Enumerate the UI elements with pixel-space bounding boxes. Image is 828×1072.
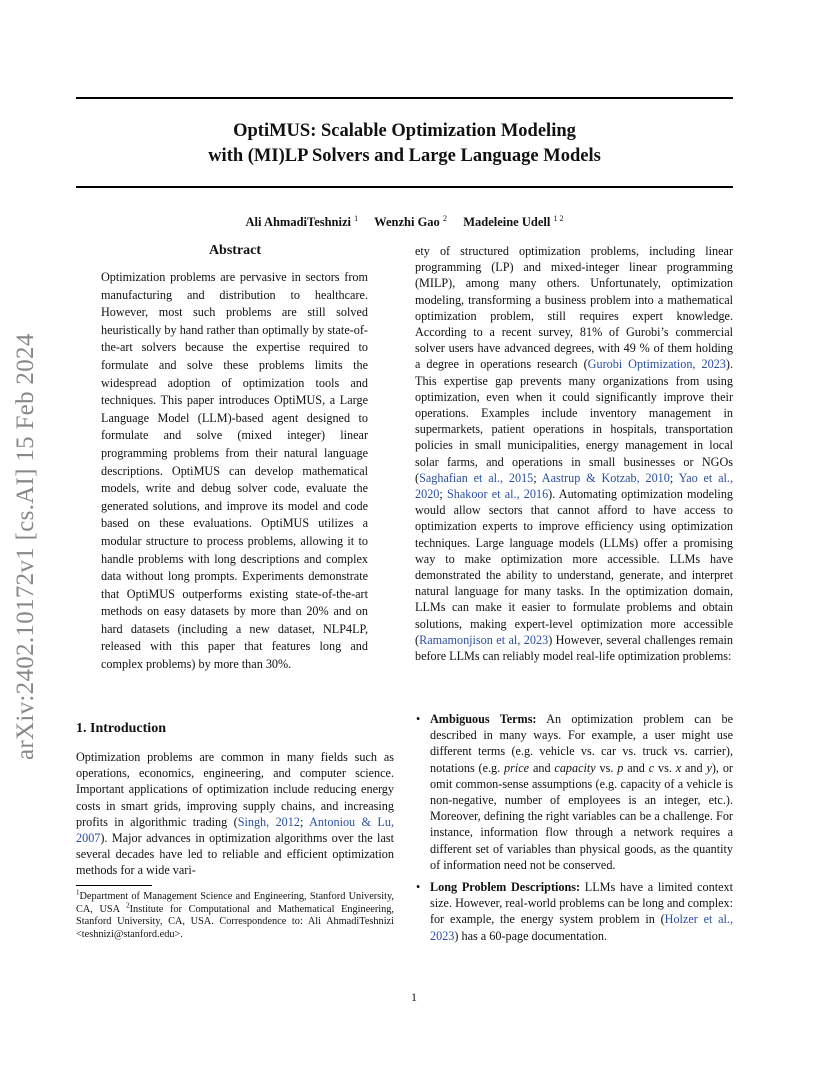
list-item-text: and — [529, 760, 555, 775]
math-variable: y — [706, 760, 712, 775]
citation-separator: ; — [669, 470, 679, 485]
math-variable: p — [617, 760, 624, 775]
intro-paragraph-continued — [415, 243, 733, 664]
intro-text-segment: Optimization problems are common in many fields such as operations, economics, engineering, and computer science. Important applications of optimization include reducing energy costs in smart grids, improving supply chains, and increasing profits in algorithmic trading ( — [76, 750, 394, 829]
citation-link[interactable]: Ramamonjison et al, 2023 — [419, 632, 549, 647]
list-item-text: vs. — [595, 760, 618, 775]
author-affiliation: 2 — [442, 213, 447, 223]
intro-paragraph — [76, 749, 394, 879]
author-name: Ali AhmadiTeshnizi — [245, 215, 352, 229]
footnote-text: Department of Management Science and Engineering, Stanford University, CA, USA — [76, 891, 394, 915]
citation-link[interactable]: Singh, 2012 — [237, 814, 300, 829]
affiliation-footnote — [76, 888, 394, 942]
bullet-icon: • — [416, 880, 421, 895]
citation-separator: ; — [299, 814, 310, 829]
title-line-2: with (MI)LP Solvers and Large Language Models — [208, 146, 601, 166]
abstract-text: Optimization problems are pervasive in sectors from manufacturing and distribution to healthcare. However, most such problems are still solved heuristically by hand rather than optimally by state-of-the-art solvers because the expertise required to formulate and solve these problems limits the widespread adoption of optimization tools and techniques. This paper introduces OptiMUS, a Large Language Model (LLM)-based agent designed to formulate and solve (mixed integer) linear programming problems from their natural language descriptions. OptiMUS can develop mathematical models, write and debug solver code, evaluate the generated solutions, and improve its model and code based on these evaluations. OptiMUS utilizes a modular structure to process problems, allowing it to handle problems with long descriptions and complex data without long prompts. Experiments demonstrate that OptiMUS outperforms existing state-of-the-art methods on easy datasets by more than 20% and on hard datasets (including a new dataset, NLP4LP, released with this paper that features long and complex problems) by more than 30%. — [101, 270, 368, 672]
citation-separator: ; — [533, 470, 542, 485]
author-list — [76, 215, 733, 230]
emphasis-term: price — [504, 760, 530, 775]
list-item-text: ) has a 60-page documentation. — [454, 928, 608, 943]
author-affiliation: 1 2 — [553, 213, 564, 223]
title-line-1: OptiMUS: Scalable Optimization Modeling — [233, 121, 576, 141]
intro-text-segment: ). Major advances in optimization algorithms over the last several decades have led to reliable and efficient optimization methods for a wide vari- — [76, 831, 394, 878]
list-item — [415, 879, 733, 944]
body-text-segment: ) However, several challenges remain before LLMs can reliably model real-life optimization problems: — [415, 632, 733, 664]
arxiv-identifier: arXiv:2402.10172v1 [cs.AI] 15 Feb 2024 — [12, 333, 39, 760]
citation-link[interactable]: Aastrup & Kotzab, 2010 — [541, 470, 670, 485]
list-item-text: vs. — [654, 760, 676, 775]
paper-title — [76, 119, 733, 169]
list-item — [415, 711, 733, 873]
page-number: 1 — [411, 990, 417, 1004]
list-item-text: An optimization problem can be described in many ways. For example, a user might use different terms (e.g. vehicle vs. car vs. truck vs. carrier), notations (e.g. — [430, 712, 733, 775]
bullet-icon: • — [416, 712, 421, 726]
footnote-marker: 1 — [76, 888, 80, 897]
body-text-segment: ety of structured optimization problems, including linear programming (LP) and mixed-integer linear programming (MILP), among many others. Unfortunately, optimization modeling, transforming a business problem into a mathematical optimization problem, still requires expert knowledge. According to a recent survey, 81% of Gurobi’s commercial solver users have advanced degrees, with 49 % of them holding a degree in operations research ( — [415, 244, 733, 372]
footnote-text: Institute for Computational and Mathematical Engineering, Stanford University, CA, USA. Correspondence to: Ali AhmadiTeshnizi <teshnizi@stanford.edu>. — [76, 903, 394, 941]
body-text-segment: ). This expertise gap prevents many organizations from using optimization, even when it could significantly improve their operations. Examples include inventory management in supermarkets, patient operations in hospitals, transportation policies in small municipalities, energy management in local solar farms, and operations in small businesses or NGOs ( — [415, 357, 733, 485]
emphasis-term: capacity — [554, 760, 596, 775]
list-item-text: and — [623, 760, 649, 775]
list-item-text: LLMs have a limited context size. However, real-world problems can be long and complex: for example, the energy system problem in ( — [430, 880, 733, 927]
author-affiliation: 1 — [354, 213, 359, 223]
list-item-title: Long Problem Descriptions: — [430, 880, 581, 895]
math-variable: x — [675, 760, 682, 775]
citation-link[interactable]: Antoniou & Lu, 2007 — [76, 814, 395, 846]
footnote-marker: 2 — [126, 901, 130, 910]
challenge-list — [415, 711, 733, 950]
body-text-segment: ). Automating optimization modeling would allow sectors that cannot afford to have access to optimization experts to improve efficiency using optimization techniques. Large language models (LLMs) offer a promising way to make optimization more accessible. LLMs have demonstrated the ability to understand, generate, and interpret natural language for many tasks. In the optimization domain, LLMs can make it easier to formulate problems and obtain solutions, making expert-level optimization more accessible ( — [415, 487, 734, 647]
author-name: Wenzhi Gao — [374, 215, 440, 229]
abstract-heading: Abstract — [208, 243, 262, 258]
list-item-text: ), or omit common-sense assumptions (e.g. capacity of a vehicle is non-negative, number of employees is an integer, etc.). Moreover, defining the right variables can be a challenge. For instance, information flow through a network requires a different set of variables than physical goods, as the quantity of information need not be conserved. — [430, 760, 733, 872]
citation-link[interactable]: Holzer et al., 2023 — [430, 912, 734, 943]
citation-link[interactable]: Yao et al., 2020 — [415, 470, 733, 502]
section-heading-introduction: 1. Introduction — [76, 721, 166, 736]
author-name: Madeleine Udell — [463, 215, 551, 229]
title-bottom-rule — [76, 186, 733, 188]
list-item-title: Ambiguous Terms: — [430, 712, 537, 726]
citation-separator: ; — [439, 487, 447, 502]
citation-link[interactable]: Saghafian et al., 2015 — [419, 470, 534, 485]
citation-link[interactable]: Shakoor et al., 2016 — [446, 487, 549, 502]
title-top-rule — [76, 97, 733, 99]
citation-link[interactable]: Gurobi Optimization, 2023 — [587, 357, 726, 372]
math-variable: c — [648, 760, 655, 775]
footnote-rule — [76, 885, 152, 886]
list-item-text: and — [681, 760, 707, 775]
